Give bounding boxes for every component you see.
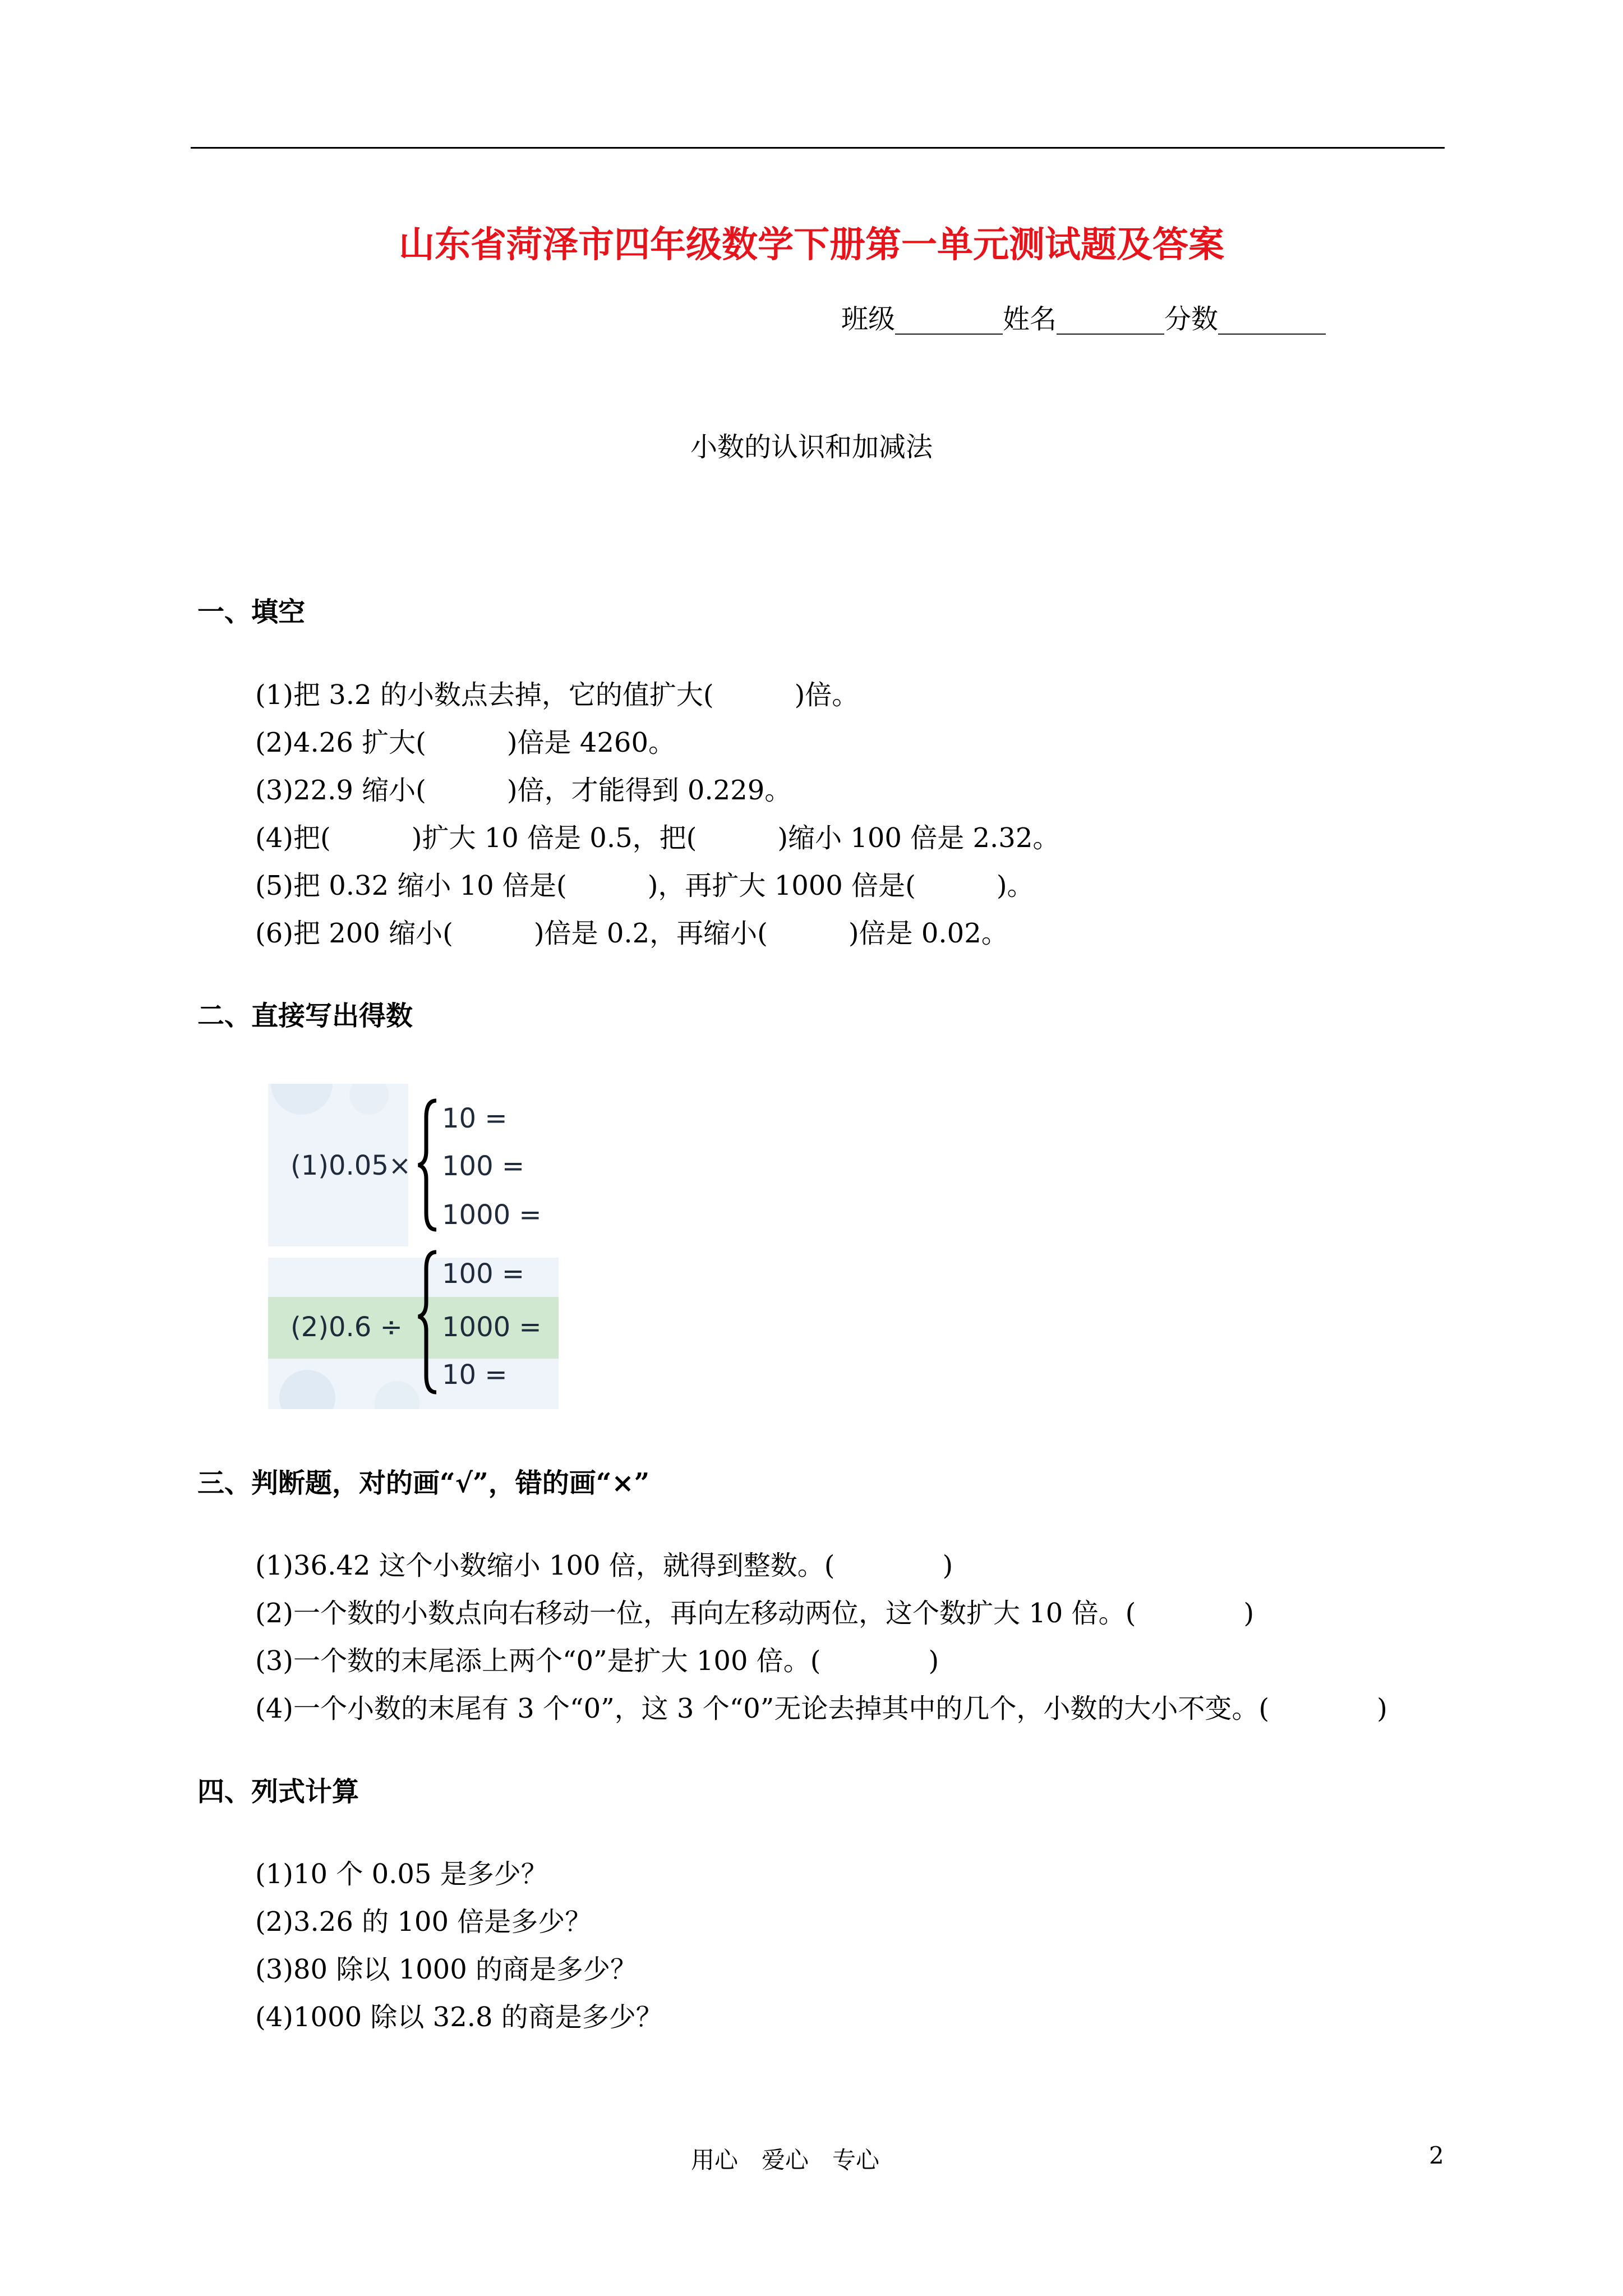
expression-row: 1000 = [442, 1312, 542, 1343]
expression-prefix: (2)0.6 ÷ [291, 1312, 403, 1343]
list-item: (1)10 个 0.05 是多少？ [255, 1858, 548, 1890]
list-item: (3)22.9 缩小( )倍，才能得到 0.229。 [255, 775, 792, 806]
expression-row: 10 = [442, 1359, 508, 1391]
expression-prefix: (1)0.05× [291, 1150, 412, 1181]
footer-motto: 用心 爱心 专心 [691, 2146, 880, 2174]
section-heading-fill-blank: 一、填空 [197, 596, 306, 628]
expression-row: 100 = [442, 1258, 525, 1290]
expression-row: 100 = [442, 1151, 525, 1182]
list-item: (2)一个数的小数点向右移动一位，再向左移动两位，这个数扩大 10 倍。( ) [255, 1598, 1255, 1629]
list-item: (4)一个小数的末尾有 3 个“0”，这 3 个“0”无论去掉其中的几个，小数的大小不变。( ) [255, 1693, 1387, 1724]
list-item: (3)一个数的末尾添上两个“0”是扩大 100 倍。( ) [255, 1645, 939, 1677]
list-item: (3)80 除以 1000 的商是多少？ [255, 1954, 638, 1985]
student-info-line: 班级________姓名________分数________ [841, 303, 1326, 335]
list-item: (4)把( )扩大 10 倍是 0.5，把( )缩小 100 倍是 2.32。 [255, 822, 1060, 854]
page-title: 山东省菏泽市四年级数学下册第一单元测试题及答案 [399, 224, 1224, 266]
section-heading-direct-answers: 二、直接写出得数 [197, 1000, 413, 1032]
list-item: (5)把 0.32 缩小 10 倍是( )，再扩大 1000 倍是( )。 [255, 870, 1034, 901]
list-item: (1)把 3.2 的小数点去掉，它的值扩大( )倍。 [255, 679, 859, 711]
page-number: 2 [1429, 2142, 1444, 2169]
math-expression-image [268, 1084, 559, 1409]
list-item: (4)1000 除以 32.8 的商是多少？ [255, 2001, 663, 2033]
list-item: (1)36.42 这个小数缩小 100 倍，就得到整数。( ) [255, 1550, 953, 1581]
list-item: (2)4.26 扩大( )倍是 4260。 [255, 727, 675, 758]
expression-row: 1000 = [442, 1199, 542, 1231]
header-rule [191, 147, 1445, 149]
section-heading-calculation: 四、列式计算 [197, 1776, 359, 1807]
list-item: (2)3.26 的 100 倍是多少？ [255, 1906, 592, 1938]
expression-row: 10 = [442, 1103, 508, 1134]
unit-subtitle: 小数的认识和加减法 [690, 431, 933, 463]
list-item: (6)把 200 缩小( )倍是 0.2，再缩小( )倍是 0.02。 [255, 918, 1008, 949]
section-heading-true-false: 三、判断题，对的画“√”，错的画“×” [197, 1467, 650, 1499]
